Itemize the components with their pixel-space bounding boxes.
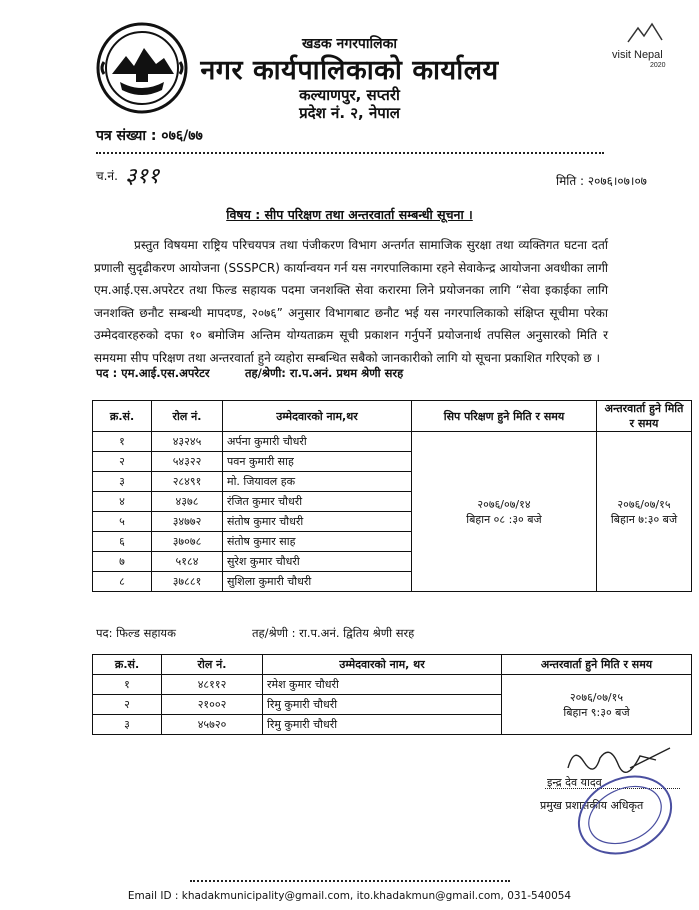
skill-test-datetime: २०७६/०७/१४ बिहान ०८ :३० बजे [412, 432, 597, 592]
office-province: प्रदेश नं. २, नेपाल [299, 104, 400, 122]
interview-datetime: २०७६/०७/१५ बिहान ९:३० बजे [502, 675, 692, 735]
table-row: २ २१००२ रिमु कुमारी चौधरी [93, 695, 692, 715]
table-row: २ ५४३२२ पवन कुमारी साह [93, 452, 692, 472]
svg-text:2020: 2020 [650, 62, 666, 69]
dispatch-number-label: च.नं. [96, 169, 118, 183]
footer-contact: Email ID : khadakmunicipality@gmail.com, ito.khadakmun@gmail.com, 031-540054 [127, 890, 572, 902]
municipality-name: खडक नगरपालिका [301, 36, 398, 52]
notice-subject: विषय : सीप परिक्षण तथा अन्तरवार्ता सम्बन्धी सूचना । [226, 207, 473, 222]
signatory-title: प्रमुख प्रशासकीय अधिकृत [540, 799, 644, 812]
notice-body: प्रस्तुत विषयमा राष्ट्रिय परिचयपत्र तथा पंजीकरण विभाग अन्तर्गत सामाजिक सुरक्षा तथा व्यक्तिगत घटना दर्ता प्रणाली सुदृढीकरण आयोजना (SSSPCR) कार्यान्वयन गर्न यस नगरपालिकामा रहने सेवाकेन्द्र आयोजना अवधीका लागी एम.आई.एस.अपरेटर तथा फिल्ड सहायक पदमा जनशक्ति सेवा करारमा लिने प्रयोजनका लागि “सेवा इकाईका लागि जनशक्ति छनौट सम्बन्धी मापदण्ड, २०७६” अनुसार विभागबाट छनौट भई यस नगरपालिकाको संक्षिप्त सूचीमा परेका उम्मेदवारहरुको दफा १० बमोजिम अन्तिम योग्यताक्रम सूची प्रकाशन गर्नुपर्ने प्रयोजनार्थ तपसिल अनुसारको मिति र समयमा सीप परिक्षण तथा अन्तरवार्ता हुने व्यहोरा सम्बन्धित सबैको जानकारीको लागि यो सूचना प्रकाशित गरिएको छ । [94, 238, 608, 365]
table-row: ५ ३४७७२ संतोष कुमार चौधरी [93, 512, 692, 532]
letter-date: मिति : २०७६।०७।०७ [556, 174, 647, 188]
table-row: ७ ५१८४ सुरेश कुमार चौधरी [93, 552, 692, 572]
table-row: ४ ४३७८ रंजित कुमार चौधरी [93, 492, 692, 512]
section1-post: पद : एम.आई.एस.अपरेटर [96, 366, 210, 380]
signatory-name: इन्द्र देव यादव [547, 776, 602, 789]
section2-level: तह/श्रेणी : रा.प.अनं. द्वितिय श्रेणी सरह [252, 626, 415, 640]
section2-post: पद: फिल्ड सहायक [96, 626, 176, 640]
office-title: नगर कार्यपालिकाको कार्यालय [200, 55, 499, 86]
col-roll: रोल नं. [152, 401, 223, 432]
col-skill-test: सिप परिक्षण हुने मिति र समय [412, 401, 597, 432]
col-serial: क्र.सं. [93, 655, 162, 675]
col-serial: क्र.सं. [93, 401, 152, 432]
dispatch-number-handwritten: ३११ [125, 164, 160, 189]
header-divider [96, 152, 604, 154]
col-roll: रोल नं. [162, 655, 263, 675]
footer-divider [190, 880, 510, 882]
office-stamp [570, 770, 680, 860]
office-address: कल्याणपुर, सप्तरी [299, 86, 400, 104]
col-interview: अन्तरवार्ता हुने मिति र समय [597, 401, 692, 432]
table-row: १ ४३२४५ अर्पना कुमारी चौधरी २०७६/०७/१४ बिहान ०८ :३० बजे २०७६/०७/१५ बिहान ७:३० बजे [93, 432, 692, 452]
col-name: उम्मेदवारको नाम,थर [223, 401, 412, 432]
interview-datetime: २०७६/०७/१५ बिहान ७:३० बजे [597, 432, 692, 592]
col-interview: अन्तरवार्ता हुने मिति र समय [502, 655, 692, 675]
mis-operator-candidates-table [92, 400, 692, 592]
visit-nepal-logo [610, 20, 680, 70]
table-row: ३ ४५७२० रिमु कुमारी चौधरी [93, 715, 692, 735]
col-name: उम्मेदवारको नाम, थर [263, 655, 502, 675]
field-assistant-candidates-table [92, 654, 692, 735]
table-row: ८ ३७८८१ सुशिला कुमारी चौधरी [93, 572, 692, 592]
svg-text:visit Nepal: visit Nepal [612, 49, 663, 61]
section1-level: तह/श्रेणी: रा.प.अनं. प्रथम श्रेणी सरह [245, 366, 404, 380]
table-row: १ ४८११२ रमेश कुमार चौधरी २०७६/०७/१५ बिहान ९:३० बजे [93, 675, 692, 695]
letter-reference-number: पत्र संख्या : ०७६/७७ [96, 128, 203, 144]
table-row: ३ २८४९१ मो. जियावल हक [93, 472, 692, 492]
table-row: ६ ३७०७८ संतोष कुमार साह [93, 532, 692, 552]
